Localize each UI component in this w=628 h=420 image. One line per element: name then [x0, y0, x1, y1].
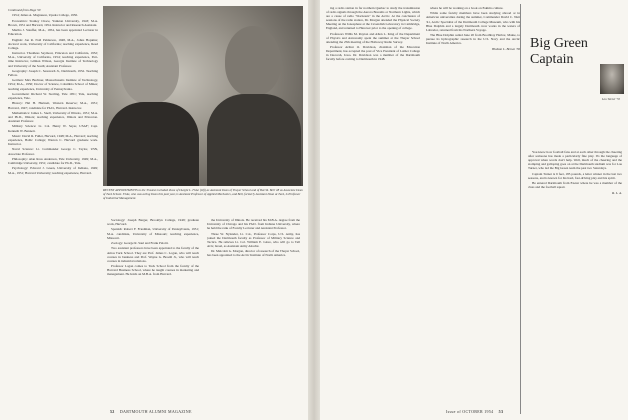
- appointees-photo: [103, 6, 303, 186]
- page-number: 53: [498, 409, 504, 414]
- paragraph: Sociology: Joseph Berger, Brooklyn College, 1949; graduate work, Harvard.: [107, 218, 199, 227]
- paragraph: Economics: Stanley Chace, Yankton University, 1943; M.A. Brown, 1951 and Harvard, 1954. Instructor and Research Assistant.: [8, 18, 98, 27]
- paragraph: Three W. Nylander, Lt. Col., Professor Corps, U.S. Army, has joined the Dartmouth faculty as Professor of Military Science and Tactics. He relieves Lt. Col. William E. Glore, who will go to Tell Aviv, Israel, as Assistant Army Attaché.: [207, 231, 300, 248]
- paragraph: Psychology: Edward J. Green, University of Indiana, 1949; M.A., 1951; Harvard University; teaching experience, Harvard.: [8, 166, 98, 175]
- paragraph: 1954; James A. Magnuson, Upsala College, 1950.: [12, 13, 78, 18]
- issue-label: Issue of OCTOBER 1954: [446, 409, 494, 414]
- photo-caption: RECENT APPOINTMENTS to the Trustees included those of Dwight L. Fiske (left) as Assistant Dean of Thayer School and of Burt R. Bell '28 as Associate Dean of Tuck School. Fiske, who was acting Dean this past year, is Assistant Professor of Applied Mechanics, and Bell, formerly Assistant Dean at Tuck, is Professor of Industrial Management.: [103, 188, 303, 200]
- continued-note: Continued from Page 50: [8, 8, 41, 12]
- paragraph: Government: Richard W. Sterling, Yale 1951; Yale, teaching experience, Yale.: [8, 91, 98, 101]
- paragraph: Spanish: Robert F. Friedman, University of Pennsylvania, 1951; M.A. candidate, University of Missouri; teaching experience, Missouri.: [107, 227, 199, 240]
- paragraph: ing a radio station in far northern Quebec to study the transmission of radio signals through the Aurora Borealis or Northern Lights, which are a cause of radio "blackouts" in the Arctic. At the conclusion of sessions of the radio station, Dr. Morgan attended the Physical Society Meeting on the Ionosphere at the Cavendish Laboratory in Cambridge, England, and returned to Hanover prior to the opening of college.: [326, 6, 420, 31]
- paragraph: German: Max Buchner, Massachusetts Institute of Technology, 1954; M.A., 1950; Doctor of Science, Columbia School of Mines; teaching experience, University of Pennsylvania.: [8, 78, 98, 91]
- paragraph: History: Hal H. Hartnett, Western Reserve; M.A., 1951; Harvard, 1947; candidate for Ph.D., Harvard. Instructor.: [8, 101, 98, 110]
- paragraph: Military Science: Lt. Col. Henry W. Sayer, USAF; Capt. Kenneth W. Bennett.: [8, 124, 98, 133]
- paragraph: Dr. Malcolm G. Morgan, director of research of the Thayer School, has been appointed to the Arctic Institute of North America.: [207, 249, 300, 258]
- paragraph: Captain Turner is 6 feet, 185 pounds, a letter winner in the last two seasons, and is known for his hard, fast-driving play and his spirit.: [528, 171, 622, 180]
- paragraph: The Blue Dolphin sailed June 20 from Boothbay Harbor, Maine, to pursue its hydrographic research in the U.S. Navy and the Arctic Institute of North America.: [426, 33, 520, 46]
- gutter: [308, 0, 320, 420]
- paragraph: He entered Dartmouth from Exeter where he was a member of the class and the football squad.: [528, 181, 622, 190]
- paragraph: English: Jon R. Noll Pehlerson, 1948, M.A., Johns Hopkins; doctoral work, University of California; teaching experience, Reed College.: [8, 37, 98, 50]
- left-page: [0, 0, 308, 420]
- right-column-2: [426, 6, 520, 404]
- paragraph: Martha J. Stauffer, M.A., 1954, has been appointed Lecturer in Education.: [8, 28, 98, 37]
- left-column-3: [207, 218, 300, 420]
- right-column-3: [528, 150, 622, 420]
- paragraph: Philosophy: Alan Ross Anderson, Yale University, 1949; M.A., Cambridge University, 1951; candidate for Ph.D., Yale.: [8, 156, 98, 166]
- initials: R. L. A.: [612, 190, 622, 195]
- paragraph: Professors Willis M. Rayton and Allen L. King of the Department of Physics and Astronomy spent the summer at the Thayer School attending the 25th meeting of the Holloway Radio Survey.: [326, 31, 420, 44]
- captain-caption: Lou Turner '55: [602, 97, 620, 101]
- left-footer: [110, 409, 192, 414]
- magazine-name: DARTMOUTH ALUMNI MAGAZINE: [119, 409, 192, 414]
- paragraph: Instructor. Thaddeus Seymour, Princeton and California, 1952; M.A., University of California, 1954; teaching experience, Part-time Instructor, Gilman Wilson, Georgia Institute of Technology and University of the South; Assistant Professor.: [8, 51, 98, 68]
- paragraph: Professor Arthur O. Davidson, chairman of the Education Department, has accepted the post of Vice President of Luther College in Decorah, Iowa. Dr. Davidson was a member of the Dartmouth faculty before coming to Dartmouth in 1948.: [326, 45, 420, 62]
- paragraph: where he will be working on a book on Eskimo culture.: [430, 6, 504, 10]
- paragraph: Music: David R. Fuller, Harvard, 1948; M.A., Harvard; teaching experience, Baltic College; Warren C. Harvard graduate work. Instructor.: [8, 133, 98, 147]
- paragraph: Naval Science: Lt. Commander George C. Taylor, USN, Associate Professor.: [8, 147, 98, 156]
- article-title: Big Green Captain: [530, 36, 588, 67]
- paragraph: Mathematics: James L. Snell, University of Illinois, 1951; M.A. and Ph.D., Illinois; teaching experience, Illinois and Princeton. Assistant Professor.: [8, 110, 98, 124]
- byline: Hudson L. Brown '36: [491, 46, 520, 51]
- paragraph: You know how football fans and at each other through the cheering after someone has made a particularly fine play. It's the language of approval when words don't help. Well, much of the cheering and the stomping and galloping goes on at the Dartmouth stadium was for Lou Turner, who led the Big Green team the past two Saturdays.: [528, 150, 622, 171]
- paragraph: Professor Logan comes to Tuck School from the faculty of the Harvard Business School, where he taught courses in marketing and management. He holds an M.B.A. from Harvard.: [107, 264, 199, 277]
- paragraph: While some faculty members have been studying abroad or in American universities during the summer, Commander David C. Nutt '41, Arctic Specialist of the Dartmouth College Museum, who with his Blue Dolphin and a largely Dartmouth crew works in the waters of Labrador, returned from his Northern Voyage.: [426, 11, 520, 32]
- paragraph: Zoology: George R. Saul and Frank Palotti.: [111, 241, 169, 246]
- page-number: 52: [110, 409, 115, 414]
- right-column-1: [326, 6, 420, 404]
- right-footer: [446, 409, 503, 414]
- left-column-1: [8, 8, 98, 406]
- paragraph: the University of Illinois. He received his M.B.A. degree from the University of Chicago and his Ph.D. from Indiana University, where he held the rank of Faculty Lecturer and Assistant Professor.: [207, 218, 300, 231]
- captain-photo: [600, 64, 624, 94]
- paragraph: Geography: Joseph C. Seaswarh Jr., Dartmouth, 1952. Teaching Fellow.: [8, 68, 98, 77]
- right-page: [320, 0, 628, 420]
- paragraph: Two assistant professors have been appointed to the faculty of the Amos Tuck School. They are Prof. James C. Logan, who will teach courses in business and Prof. Wayne G. Broehl Jr., who will teach courses in industrial relations.: [107, 246, 199, 263]
- left-column-2: [107, 218, 199, 420]
